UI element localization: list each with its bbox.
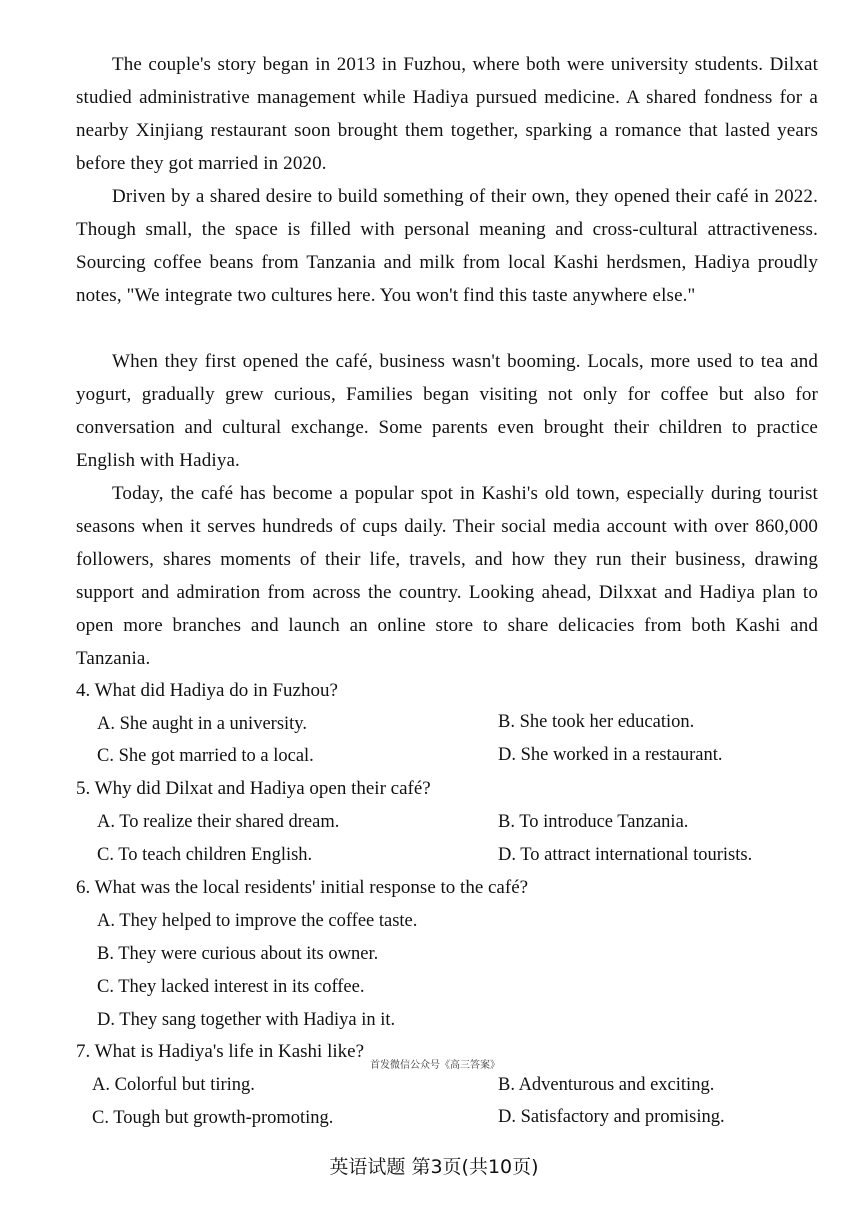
passage-paragraph-4: Today, the café has become a popular spot in Kashi's old town, especially during tourist seasons when it serves hundreds of cups daily. Their social media account with over 860,000 followers, shares moments of their life, travels, and how they run their business, drawing support and admiration from across the country. Looking ahead, Dilxxat and Hadiya plan to open more branches and launch an online store to share delicacies from both Kashi and Tanzania. <box>76 483 818 669</box>
question-6-option-b: B. They were curious about its owner. <box>97 944 379 964</box>
question-5-option-d: D. To attract international tourists. <box>498 845 753 865</box>
passage-paragraph-1: The couple's story began in 2013 in Fuzhou, where both were university students. Dilxat studied administrative management while Hadiya pursued medicine. A shared fondness for a nearby Xinjiang restaurant soon brought them together, sparking a romance that lasted years before they got married in 2020. <box>76 54 818 174</box>
question-6-option-a: A. They helped to improve the coffee taste. <box>97 911 418 931</box>
page-footer: 英语试题 第3页(共10页) <box>329 1156 539 1178</box>
question-7-option-c: C. Tough but growth-promoting. <box>92 1108 334 1128</box>
question-5-stem: 5. Why did Dilxat and Hadiya open their café? <box>76 778 431 799</box>
question-6-stem: 6. What was the local residents' initial response to the café? <box>76 877 529 898</box>
question-5-option-b: B. To introduce Tanzania. <box>498 812 689 832</box>
question-6-option-d: D. They sang together with Hadiya in it. <box>97 1010 396 1030</box>
passage-paragraph-2: Driven by a shared desire to build something of their own, they opened their café in 2022. Though small, the space is filled with personal meaning and cross-cultural attractiveness. Sourcing coffee beans from Tanzania and milk from local Kashi herdsmen, Hadiya proudly notes, "We integrate two cultures here. You won't find this taste anywhere else." <box>76 186 818 306</box>
question-4-stem: 4. What did Hadiya do in Fuzhou? <box>76 680 338 701</box>
question-7-option-a: A. Colorful but tiring. <box>92 1075 255 1095</box>
question-7-option-b: B. Adventurous and exciting. <box>498 1075 715 1095</box>
passage-paragraph-3: When they first opened the café, business wasn't booming. Locals, more used to tea and yogurt, gradually grew curious, Families began visiting not only for coffee but also for conversation and cultural exchange. Some parents even brought their children to practice English with Hadiya. <box>76 351 818 471</box>
question-5-option-a: A. To realize their shared dream. <box>97 812 340 832</box>
question-4-option-b: B. She took her education. <box>498 712 695 732</box>
question-6-option-c: C. They lacked interest in its coffee. <box>97 977 365 997</box>
question-4-option-c: C. She got married to a local. <box>97 746 314 766</box>
question-4-option-d: D. She worked in a restaurant. <box>498 745 723 765</box>
question-7-stem: 7. What is Hadiya's life in Kashi like? <box>76 1041 365 1062</box>
watermark-text: 首发微信公众号《高三答案》 <box>370 1060 500 1071</box>
question-5-option-c: C. To teach children English. <box>97 845 313 865</box>
question-4-option-a: A. She aught in a university. <box>97 714 307 734</box>
question-7-option-d: D. Satisfactory and promising. <box>498 1107 725 1127</box>
